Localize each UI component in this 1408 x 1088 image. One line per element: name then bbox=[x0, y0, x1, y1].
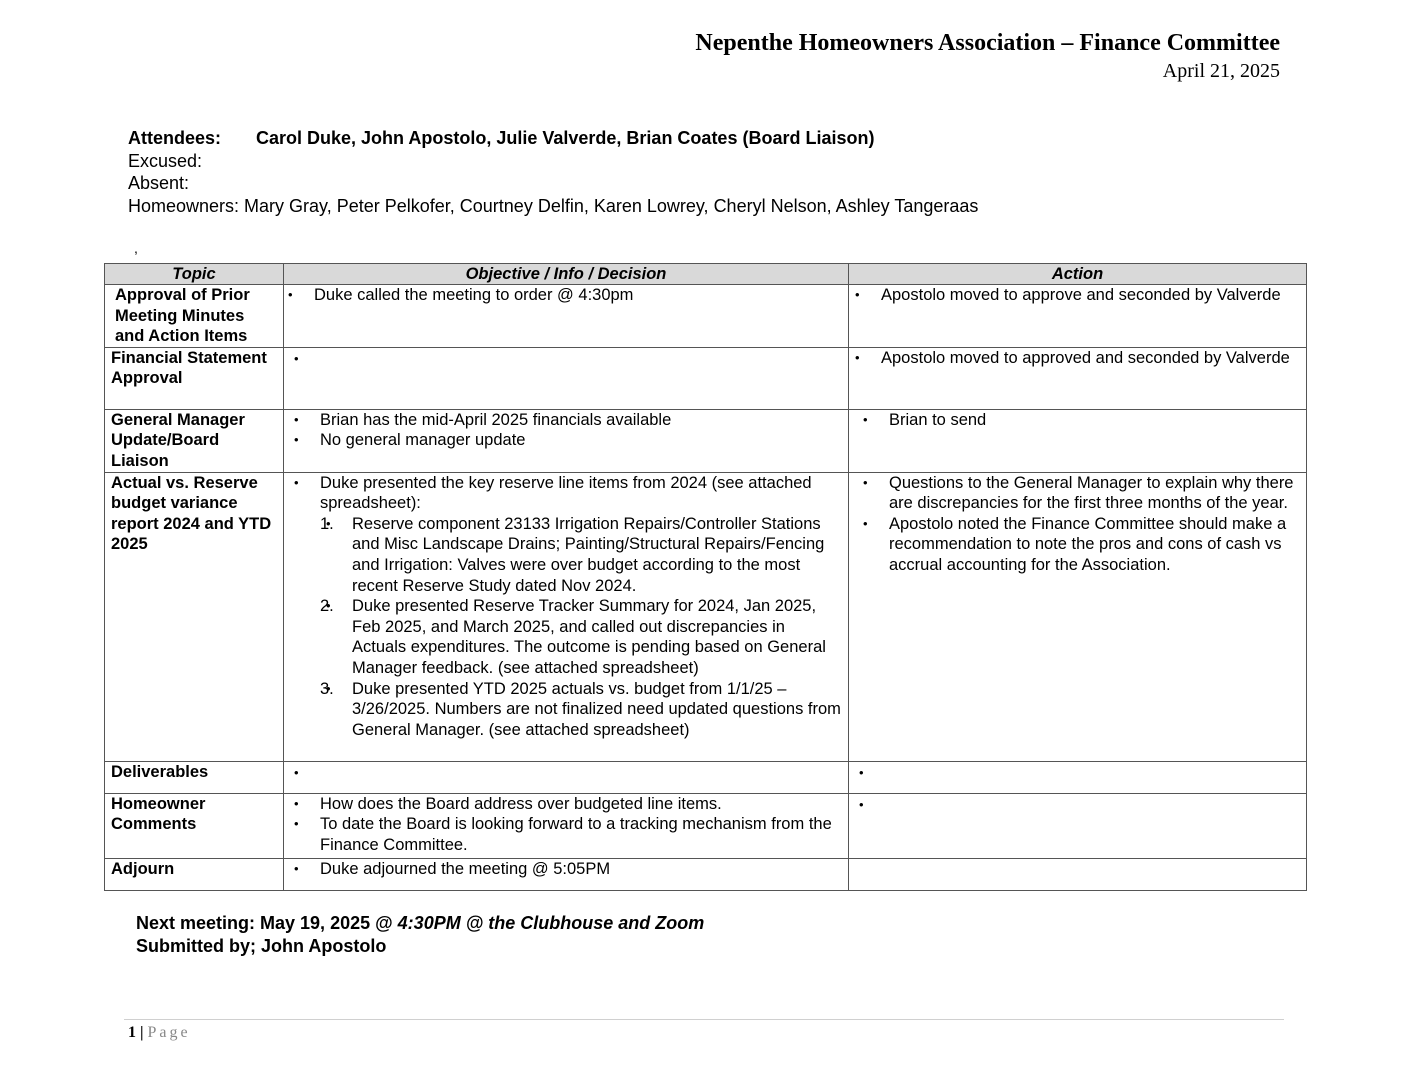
empty-bullet: • bbox=[294, 764, 299, 780]
footer-notes bbox=[136, 912, 704, 958]
action-cell bbox=[849, 472, 1307, 761]
topic-cell: Financial Statement Approval bbox=[105, 347, 284, 409]
attendees-names: Carol Duke, John Apostolo, Julie Valverde, Brian Coates (Board Liaison) bbox=[256, 128, 875, 148]
table-header-row bbox=[105, 264, 1307, 285]
objective-cell bbox=[284, 858, 849, 890]
action-cell bbox=[849, 761, 1307, 793]
numbered-item-text: Duke presented YTD 2025 actuals vs. budget from 1/1/25 – 3/26/2025. Numbers are not finalized need updated questions from General Manager. (see attached spreadsheet) bbox=[352, 679, 841, 739]
list-item: • Duke adjourned the meeting @ 5:05PM bbox=[320, 859, 842, 880]
header-action: Action bbox=[849, 264, 1307, 285]
numbered-item bbox=[320, 514, 842, 596]
header-objective: Objective / Info / Decision bbox=[284, 264, 849, 285]
action-cell bbox=[849, 285, 1307, 348]
table-row bbox=[105, 761, 1307, 793]
list-item: • To date the Board is looking forward to a tracking mechanism from the Finance Committee. bbox=[320, 814, 842, 855]
numbered-item-text: Reserve component 23133 Irrigation Repairs/Controller Stations and Misc Landscape Drains; Painting/Structural Repairs/Fencing and Irrigation: Valves were over budget according to the most recent Reserve Study dated Nov 2024. bbox=[352, 514, 825, 595]
numbered-item bbox=[320, 596, 842, 678]
page-word: Page bbox=[147, 1024, 191, 1041]
empty-bullet: • bbox=[859, 796, 864, 812]
action-cell bbox=[849, 347, 1307, 409]
objective-cell bbox=[284, 761, 849, 793]
objective-cell bbox=[284, 285, 849, 348]
objective-cell bbox=[284, 472, 849, 761]
list-item bbox=[320, 473, 842, 741]
table-row bbox=[105, 472, 1307, 761]
list-item: • Brian has the mid-April 2025 financials available bbox=[320, 410, 842, 431]
numbered-item bbox=[320, 679, 842, 741]
next-meeting-detail: 4:30PM @ the Clubhouse and Zoom bbox=[397, 913, 705, 933]
list-item: • Apostolo noted the Finance Committee should make a recommendation to note the pros and cons of cash vs accrual accounting for the Association. bbox=[889, 514, 1300, 576]
empty-bullet: • bbox=[294, 350, 299, 366]
table-row bbox=[105, 285, 1307, 348]
topic-cell: Homeowner Comments bbox=[105, 793, 284, 858]
numbered-item-text: Duke presented Reserve Tracker Summary for 2024, Jan 2025, Feb 2025, and March 2025, and called out discrepancies in Actuals expenditures. The outcome is pending based on General Manager feedback. (see attached spreadsheet) bbox=[352, 597, 826, 677]
topic-cell: Adjourn bbox=[105, 858, 284, 890]
minutes-table bbox=[104, 263, 1307, 891]
list-item: • Apostolo moved to approve and seconded by Valverde bbox=[881, 285, 1300, 306]
list-item: • Apostolo moved to approved and seconded by Valverde bbox=[881, 348, 1300, 369]
list-item: • No general manager update bbox=[320, 430, 842, 451]
homeowners-line: Homeowners: Mary Gray, Peter Pelkofer, Courtney Delfin, Karen Lowrey, Cheryl Nelson, Ashley Tangeraas bbox=[128, 195, 979, 216]
table-row bbox=[105, 409, 1307, 472]
attendees-label: Attendees: bbox=[128, 128, 222, 148]
submitted-by: Submitted by; John Apostolo bbox=[136, 936, 387, 956]
document-title: Nepenthe Homeowners Association – Finance Committee bbox=[695, 30, 1280, 56]
table-row bbox=[105, 858, 1307, 890]
objective-cell bbox=[284, 409, 849, 472]
table-row bbox=[105, 347, 1307, 409]
action-cell bbox=[849, 409, 1307, 472]
objective-intro: Duke presented the key reserve line items from 2024 (see attached spreadsheet): bbox=[320, 473, 812, 513]
list-item: • How does the Board address over budgeted line items. bbox=[320, 794, 842, 815]
meeting-date: April 21, 2025 bbox=[1162, 60, 1280, 82]
table-row bbox=[105, 793, 1307, 858]
item-number: • 1. bbox=[320, 514, 334, 533]
list-item: • Questions to the General Manager to explain why there are discrepancies for the first three months of the year. bbox=[889, 473, 1300, 514]
excused-line: Excused: bbox=[128, 150, 203, 171]
page-number bbox=[128, 1024, 191, 1042]
topic-cell: General Manager Update/Board Liaison bbox=[105, 409, 284, 472]
topic-cell: Deliverables bbox=[105, 761, 284, 793]
next-meeting-line bbox=[136, 912, 704, 935]
stray-comma: , bbox=[134, 240, 138, 256]
topic-cell: Actual vs. Reserve budget variance report 2024 and YTD 2025 bbox=[105, 472, 284, 761]
footer-divider bbox=[124, 1019, 1284, 1020]
objective-cell bbox=[284, 793, 849, 858]
action-cell bbox=[849, 858, 1307, 890]
empty-bullet: • bbox=[859, 764, 864, 780]
next-meeting-label: Next meeting: May 19, 2025 @ bbox=[136, 913, 398, 933]
page-separator: | bbox=[140, 1024, 144, 1041]
header-topic: Topic bbox=[105, 264, 284, 285]
attendance-section bbox=[128, 127, 978, 217]
action-cell bbox=[849, 793, 1307, 858]
list-item: • Brian to send bbox=[889, 410, 1300, 431]
item-number: • 3. bbox=[320, 679, 334, 698]
objective-cell bbox=[284, 347, 849, 409]
attendees-line bbox=[128, 127, 978, 150]
page-number-value: 1 bbox=[128, 1024, 136, 1041]
list-item: • Duke called the meeting to order @ 4:30pm bbox=[314, 285, 842, 306]
absent-line: Absent: bbox=[128, 173, 190, 193]
topic-cell: Approval of Prior Meeting Minutes and Action Items bbox=[105, 285, 284, 348]
item-number: • 2. bbox=[320, 597, 334, 616]
